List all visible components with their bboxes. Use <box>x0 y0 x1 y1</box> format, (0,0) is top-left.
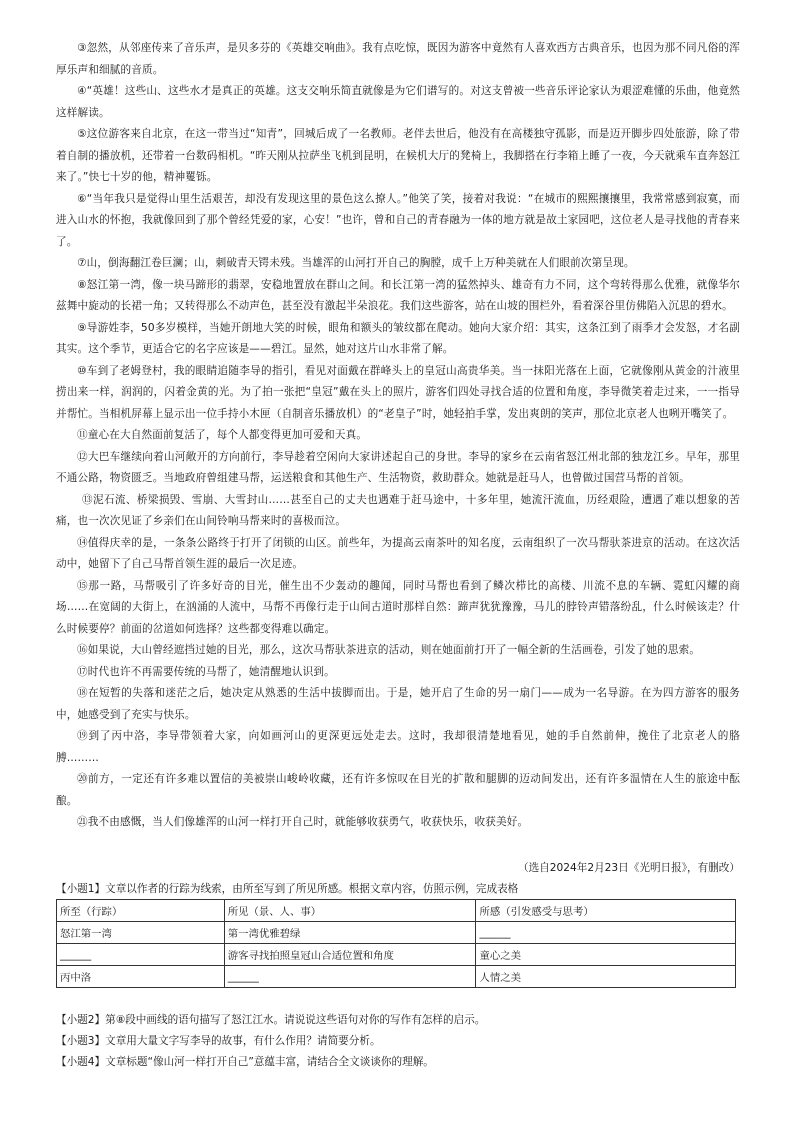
paragraph-13: ⑬泥石流、桥梁损毁、雪崩、大雪封山……甚至自己的丈夫也遇难于赶马途中，十多年里，她流汗流血，历经艰险，遭遇了难以想象的苦痛，也一次次见证了乡亲们在山间铃响马帮来时的喜极而泣。 <box>56 493 740 527</box>
article-body <box>56 38 740 834</box>
question-2: 【小题2】第⑧段中画线的语句描写了怒江江水。请说说这些语句对你的写作有怎样的启示。 <box>56 1014 486 1026</box>
paragraph-16: ⑯如果说，大山曾经遮挡过她的目光，那么，这次马帮驮茶进京的活动，则在她面前打开了一幅全新的生活画卷，引发了她的思索。 <box>77 644 701 656</box>
table-row <box>57 922 736 944</box>
table-header-row <box>57 900 736 922</box>
paragraph-9: ⑨导游姓李，50多岁模样，当她开朗地大笑的时候，眼角和额头的皱纹都在爬动。她向大家介绍：其实，这条江到了雨季才会发怒，才名副其实。这个季节，更适合它的名字应该是——碧江。显然，她对这片山水非常了解。 <box>56 321 740 355</box>
header-destination: 所至（行踪） <box>57 900 225 922</box>
paragraph-12: ⑫大巴车继续向着山河敞开的方向前行，李导趁着空闲向大家讲述起自己的身世。李导的家乡在云南省怒江州北部的独龙江乡。早年，那里不通公路，物资匮乏。当地政府曾组建马帮，运送粮食和其他生产、生活物资，救助群众。她就是赶马人，也曾做过国营马帮的首领。 <box>56 450 740 484</box>
header-felt: 所感（引发感受与思考） <box>476 900 736 922</box>
header-seen: 所见（景、人、事） <box>224 900 476 922</box>
paragraph-20: ⑳前方，一定还有许多难以置信的美被崇山峻岭收藏，还有许多惊叹在目光的扩散和腿脚的迈动间发出，还有许多温情在人生的旅途中酝酿。 <box>56 773 740 807</box>
article-source: （选自2024年2月23日《光明日报》，有删改） <box>518 862 740 874</box>
paragraph-3: ③忽然，从邻座传来了音乐声，是贝多芬的《英雄交响曲》。我有点吃惊，既因为游客中竟然有人喜欢西方古典音乐，也因为那不同凡俗的浑厚乐声和细腻的音质。 <box>56 42 740 76</box>
paragraph-4: ④“英雄！这些山、这些水才是真正的英雄。这支交响乐简直就像是为它们谱写的。对这支曾被一些音乐评论家认为艰涩难懂的乐曲，他竟然这样解读。 <box>56 85 740 119</box>
paragraph-15: ⑮那一路，马帮吸引了许多好奇的目光，催生出不少轰动的趣闻，同时马帮也看到了鳞次栉比的高楼、川流不息的车辆、霓虹闪耀的商场……在宽阔的大街上，在汹涌的人流中，马帮不再像行走于山间古道时那样自然：蹄声犹犹豫豫，马儿的脖铃声错落纷乱，什么时候该走？什么时候要停？前面的岔道如何选择？这些都变得难以确定。 <box>56 579 740 635</box>
paragraph-8: ⑧怒江第一湾，像一块马蹄形的翡翠，安稳地置放在群山之间。和长江第一湾的猛然掉头、雄奇有力不同，这个弯转得那么优雅，就像华尔兹舞中旋动的长裙一角；又转得那么不动声色，甚至没有激起半朵浪花。我们这些游客，站在山坡的围栏外，看着深谷里仿佛陷入沉思的碧水。 <box>56 278 740 312</box>
table-row <box>57 966 736 988</box>
cell-destination: 怒江第一湾 <box>57 922 225 944</box>
cell-felt: 人情之美 <box>476 966 736 988</box>
cell-destination: 丙中洛 <box>57 966 225 988</box>
cell-seen-blank[interactable]: ______ <box>224 966 476 988</box>
paragraph-18: ⑱在短暂的失落和迷茫之后，她决定从熟悉的生活中拔脚而出。于是，她开启了生命的另一扇门——成为一名导游。在为四方游客的服务中，她感受到了充实与快乐。 <box>56 687 740 721</box>
paragraph-5: ⑤这位游客来自北京，在这一带当过“知青”，回城后成了一名教师。老伴去世后，他没有在高楼独守孤影，而是迈开脚步四处旅游，除了带着自制的播放机，还带着一台数码相机。“昨天刚从拉萨坐飞机到昆明，在候机大厅的凳椅上，我脚搭在行李箱上睡了一夜，今天就乘车直奔怒江来了。”快七十岁的他，精神矍铄。 <box>56 128 740 183</box>
cell-felt-blank[interactable]: ______ <box>476 922 736 944</box>
cell-felt: 童心之美 <box>476 944 736 966</box>
paragraph-17: ⑰时代也许不再需要传统的马帮了，她清醒地认识到。 <box>77 665 335 678</box>
table-row <box>57 944 736 966</box>
paragraph-10: ⑩车到了老姆登村，我的眼睛追随李导的指引，看见对面戴在群峰头上的皇冠山高贵华美。当一抹阳光落在上面，它就像刚从黄金的汁液里捞出来一样，润润的，闪着金黄的光。为了拍一张把“皇冠”戴在头上的照片，游客们四处寻找合适的位置和角度，李导微笑着走过来，一一指导并帮忙。当相机屏幕上显示出一位手持小木匣（自制音乐播放机）的“老皇子”时，她轻拍手掌，发出爽朗的笑声，那位北京老人也咧开嘴笑了。 <box>56 364 740 420</box>
question-4: 【小题4】文章标题“像山河一样打开自己”意蕴丰富，请结合全文谈谈你的理解。 <box>56 1056 434 1068</box>
question-3: 【小题3】文章用大量文字写李导的故事，有什么作用？请简要分析。 <box>56 1035 381 1047</box>
paragraph-21: ㉑我不由感慨，当人们像雄浑的山河一样打开自己时，就能够收获勇气，收获快乐，收获美好。 <box>77 816 529 828</box>
paragraph-14: ⑭值得庆幸的是，一条条公路终于打开了闭锁的山区。前些年，为提高云南茶叶的知名度，云南组织了一次马帮驮茶进京的活动。在这次活动中，她留下了自己马帮首领生涯的最后一次足迹。 <box>56 536 740 570</box>
cell-seen: 游客寻找拍照皇冠山合适位置和角度 <box>224 944 476 966</box>
answer-table <box>56 899 736 988</box>
paragraph-19: ⑲到了丙中洛，李导带领着大家，向如画河山的更深更远处走去。这时，我却很清楚地看见，她的手自然前伸，挽住了北京老人的胳膊……… <box>56 730 740 764</box>
question-1-prompt: 【小题1】文章以作者的行踪为线索，由所至写到了所见所感。根据文章内容，仿照示例，完成表格 <box>56 883 519 895</box>
paragraph-6: ⑥“当年我只是觉得山里生活艰苦，却没有发现这里的景色这么撩人。”他笑了笑，接着对我说：“在城市的熙熙攘攘里，我常常感到寂寞，而进入山水的怀抱，我就像回到了那个曾经凭爱的家，心安！”也许，曾和自己的青春融为一体的地方就是故土家园吧，这位老人是寻找他的青春来了。 <box>56 192 740 248</box>
paragraph-7: ⑦山，倒海翻江卷巨澜；山，刺破青天锷未残。当雄浑的山河打开自己的胸膛，成千上万种美就在人们眼前次第呈现。 <box>77 257 635 269</box>
cell-destination-blank[interactable]: ______ <box>57 944 225 966</box>
paragraph-11: ⑪童心在大自然面前复活了，每个人都变得更加可爱和天真。 <box>77 429 368 441</box>
cell-seen: 第一湾优雅碧绿 <box>224 922 476 944</box>
